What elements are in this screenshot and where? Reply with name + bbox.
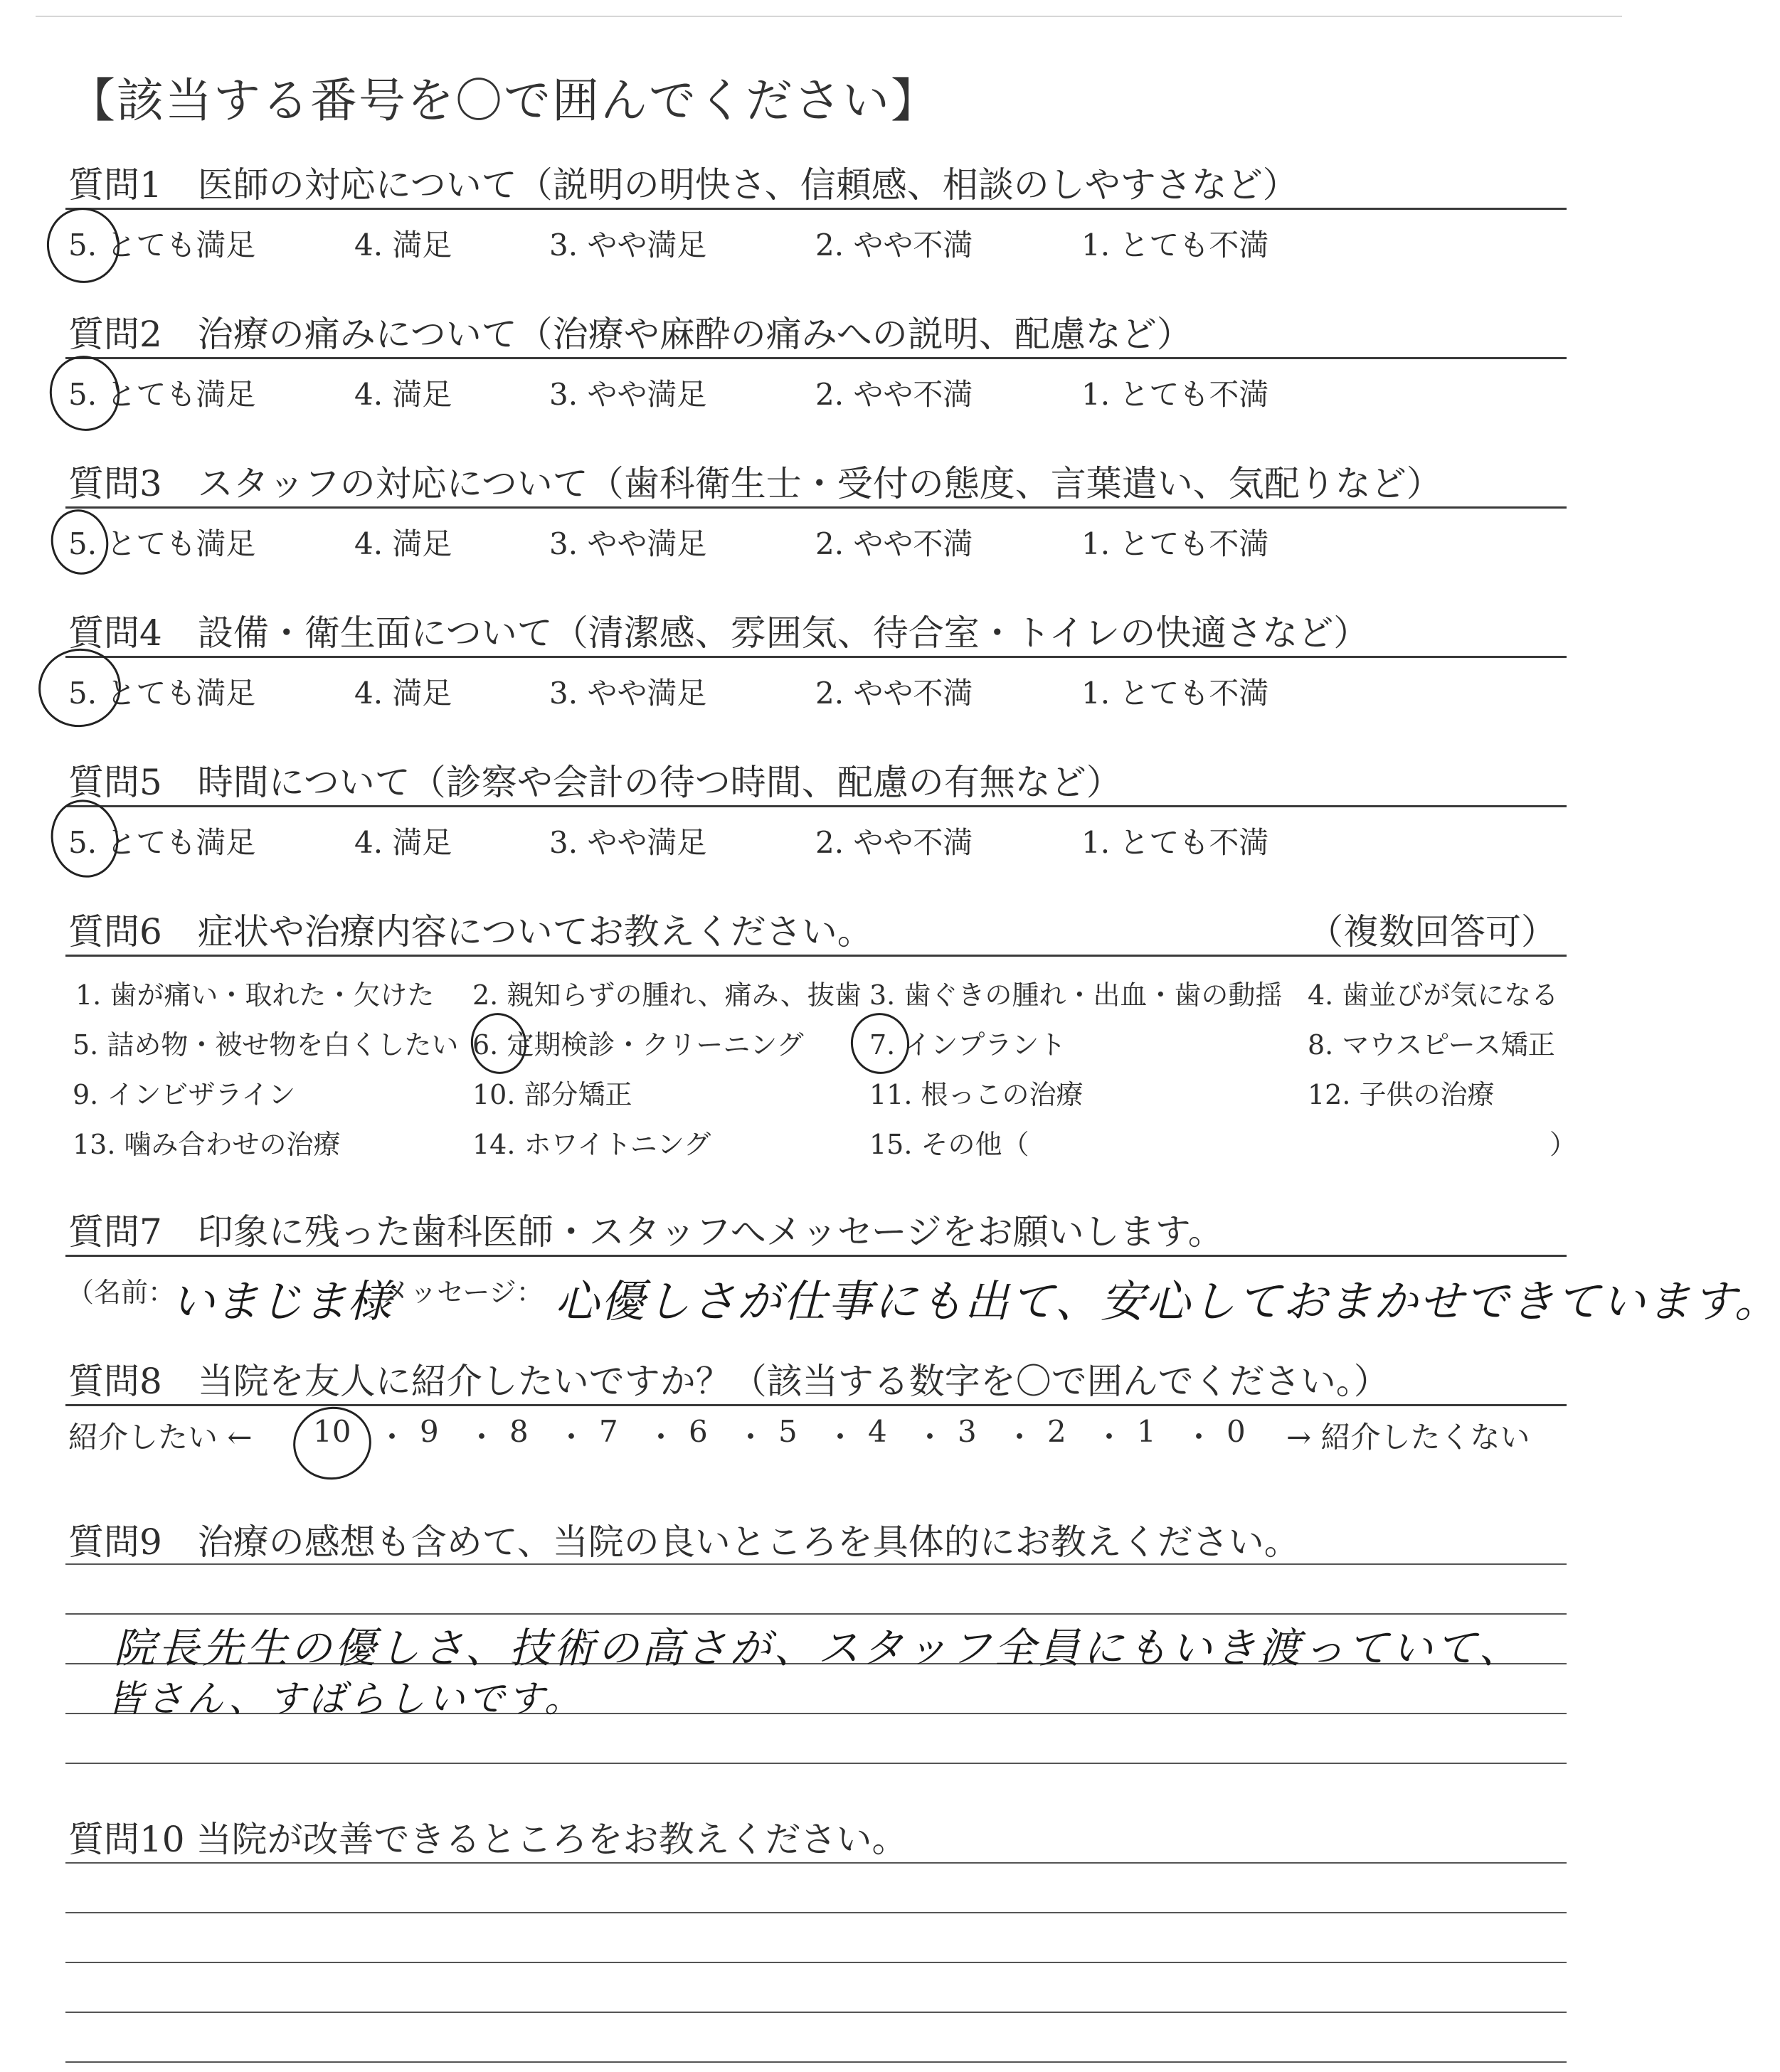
question-3-title: 質問3 スタッフの対応について（歯科衛生士・受付の態度、言葉遣い、気配りなど）	[68, 463, 1442, 504]
question-6-rule	[65, 955, 1567, 957]
question-2-title: 質問2 治療の痛みについて（治療や麻酔の痛みへの説明、配慮など）	[68, 314, 1192, 355]
q8-right-label: → 紹介したくない	[1286, 1420, 1530, 1455]
question-3-rule	[65, 506, 1567, 509]
q8-selection-circle	[287, 1400, 378, 1487]
q6-option-8[interactable]: 8. マウスピース矯正	[1308, 1029, 1555, 1061]
question-7-title: 質問7 印象に残った歯科医師・スタッフへメッセージをお願いします。	[68, 1211, 1224, 1253]
q6-option-15-close: ）	[1549, 1129, 1577, 1160]
q2-option-1[interactable]: 1. とても不満	[1081, 377, 1269, 412]
q1-option-1[interactable]: 1. とても不満	[1081, 228, 1269, 262]
q6-option-5[interactable]: 5. 詰め物・被せ物を白くしたい	[73, 1029, 459, 1061]
q9-answer-line-1: 院長先生の優しさ、技術の高さが、スタッフ全員にもいき渡っていて、	[114, 1624, 1523, 1672]
q10-line-1	[65, 1862, 1567, 1864]
q2-option-2[interactable]: 2. やや不満	[815, 377, 973, 412]
q6-option-7[interactable]: 7. インプラント	[869, 1029, 1066, 1061]
question-1-rule	[65, 208, 1567, 210]
top-border	[36, 16, 1622, 17]
q8-sep: ・	[915, 1420, 945, 1455]
q10-line-5	[65, 2061, 1567, 2063]
q4-option-5[interactable]: 5. とても満足	[68, 676, 256, 711]
q10-line-2	[65, 1912, 1567, 1913]
question-1-title: 質問1 医師の対応について（説明の明快さ、信頼感、相談のしやすさなど）	[68, 164, 1298, 206]
q3-selection-circle	[45, 504, 114, 580]
q8-sep: ・	[1005, 1420, 1035, 1455]
q6-option-12[interactable]: 12. 子供の治療	[1308, 1079, 1495, 1110]
q8-value-1[interactable]: 1	[1137, 1414, 1156, 1449]
q7-name-value: いまじま様	[171, 1275, 392, 1327]
q1-selection-circle	[40, 201, 127, 290]
question-5-title: 質問5 時間について（診察や会計の待つ時間、配慮の有無など）	[68, 762, 1122, 803]
q8-sep: ・	[377, 1420, 408, 1455]
q1-option-2[interactable]: 2. やや不満	[815, 228, 973, 262]
q8-sep: ・	[646, 1420, 677, 1455]
q8-value-6[interactable]: 6	[689, 1414, 708, 1449]
q5-option-5[interactable]: 5. とても満足	[68, 825, 256, 860]
question-10-title: 質問10 当院が改善できるところをお教えください。	[68, 1819, 908, 1860]
q3-option-3[interactable]: 3. やや満足	[549, 526, 707, 561]
form-heading: 【該当する番号を〇で囲んでください】	[68, 73, 939, 128]
q6-option-4[interactable]: 4. 歯並びが気になる	[1308, 979, 1559, 1011]
q8-value-7[interactable]: 7	[599, 1414, 618, 1449]
q8-sep: ・	[736, 1420, 766, 1455]
q3-option-2[interactable]: 2. やや不満	[815, 526, 973, 561]
q6-option-9[interactable]: 9. インビザライン	[73, 1079, 296, 1110]
question-7-rule	[65, 1255, 1567, 1257]
q6-option-11[interactable]: 11. 根っこの治療	[869, 1079, 1084, 1110]
question-4-title: 質問4 設備・衛生面について（清潔感、雰囲気、待合室・トイレの快適さなど）	[68, 612, 1370, 654]
q8-sep: ・	[825, 1420, 856, 1455]
q8-value-8[interactable]: 8	[509, 1414, 529, 1449]
q6-option-15[interactable]: 15. その他（	[869, 1129, 1029, 1160]
q10-line-4	[65, 2012, 1567, 2013]
question-9-title: 質問9 治療の感想も含めて、当院の良いところを具体的にお教えください。	[68, 1521, 1300, 1563]
q8-value-0[interactable]: 0	[1227, 1414, 1246, 1449]
q8-left-label: 紹介したい ←	[68, 1420, 253, 1455]
q2-option-5[interactable]: 5. とても満足	[68, 377, 256, 412]
q2-option-4[interactable]: 4. 満足	[354, 377, 452, 412]
question-8-title: 質問8 当院を友人に紹介したいですか？（該当する数字を〇で囲んでください。）	[68, 1361, 1389, 1402]
q4-option-1[interactable]: 1. とても不満	[1081, 676, 1269, 711]
q8-value-4[interactable]: 4	[868, 1414, 887, 1449]
q6-option-13[interactable]: 13. 噛み合わせの治療	[73, 1129, 341, 1160]
q6-selection-circle-7	[845, 1007, 915, 1079]
question-2-rule	[65, 357, 1567, 359]
q1-option-4[interactable]: 4. 満足	[354, 228, 452, 262]
q4-option-4[interactable]: 4. 満足	[354, 676, 452, 711]
q8-sep: ・	[467, 1420, 497, 1455]
question-6-note: （複数回答可）	[1308, 911, 1557, 952]
q1-option-3[interactable]: 3. やや満足	[549, 228, 707, 262]
q5-option-3[interactable]: 3. やや満足	[549, 825, 707, 860]
q6-option-6[interactable]: 6. 定期検診・クリーニング	[472, 1029, 804, 1061]
q8-value-2[interactable]: 2	[1047, 1414, 1066, 1449]
q6-selection-circle-6	[465, 1008, 532, 1079]
q6-option-3[interactable]: 3. 歯ぐきの腫れ・出血・歯の動揺	[869, 979, 1283, 1011]
q6-option-10[interactable]: 10. 部分矯正	[472, 1079, 632, 1110]
q6-option-14[interactable]: 14. ホワイトニング	[472, 1129, 711, 1160]
q7-message-value: 心優しさが仕事にも出て、安心しておまかせできています。	[555, 1275, 1780, 1327]
q8-sep: ・	[1184, 1420, 1214, 1455]
q8-value-5[interactable]: 5	[778, 1414, 798, 1449]
q3-option-1[interactable]: 1. とても不満	[1081, 526, 1269, 561]
q6-option-1[interactable]: 1. 歯が痛い・取れた・欠けた	[75, 979, 435, 1011]
q3-option-4[interactable]: 4. 満足	[354, 526, 452, 561]
q7-message-label: メッセージ：	[383, 1277, 544, 1308]
q5-option-4[interactable]: 4. 満足	[354, 825, 452, 860]
question-8-rule	[65, 1404, 1567, 1406]
q10-line-3	[65, 1962, 1567, 1963]
q9-line-1	[65, 1563, 1567, 1565]
q5-option-1[interactable]: 1. とても不満	[1081, 825, 1269, 860]
q5-option-2[interactable]: 2. やや不満	[815, 825, 973, 860]
q4-option-2[interactable]: 2. やや不満	[815, 676, 973, 711]
q8-value-9[interactable]: 9	[420, 1414, 439, 1449]
q9-line-5	[65, 1763, 1567, 1764]
q8-value-3[interactable]: 3	[958, 1414, 977, 1449]
question-6-title: 質問6 症状や治療内容についてお教えください。	[68, 911, 873, 952]
q2-selection-circle	[43, 349, 127, 437]
q8-sep: ・	[556, 1420, 587, 1455]
q9-answer-line-2: 皆さん、すばらしいです。	[107, 1678, 584, 1721]
q4-option-3[interactable]: 3. やや満足	[549, 676, 707, 711]
q8-value-10[interactable]: 10	[313, 1414, 351, 1449]
q2-option-3[interactable]: 3. やや満足	[549, 377, 707, 412]
q8-sep: ・	[1094, 1420, 1125, 1455]
q7-name-label: （名前：	[67, 1277, 176, 1308]
question-5-rule	[65, 805, 1567, 807]
q6-option-2[interactable]: 2. 親知らずの腫れ、痛み、抜歯	[472, 979, 862, 1011]
question-4-rule	[65, 656, 1567, 658]
q3-option-5[interactable]: 5. とても満足	[68, 526, 256, 561]
q1-option-5[interactable]: 5. とても満足	[68, 228, 256, 262]
